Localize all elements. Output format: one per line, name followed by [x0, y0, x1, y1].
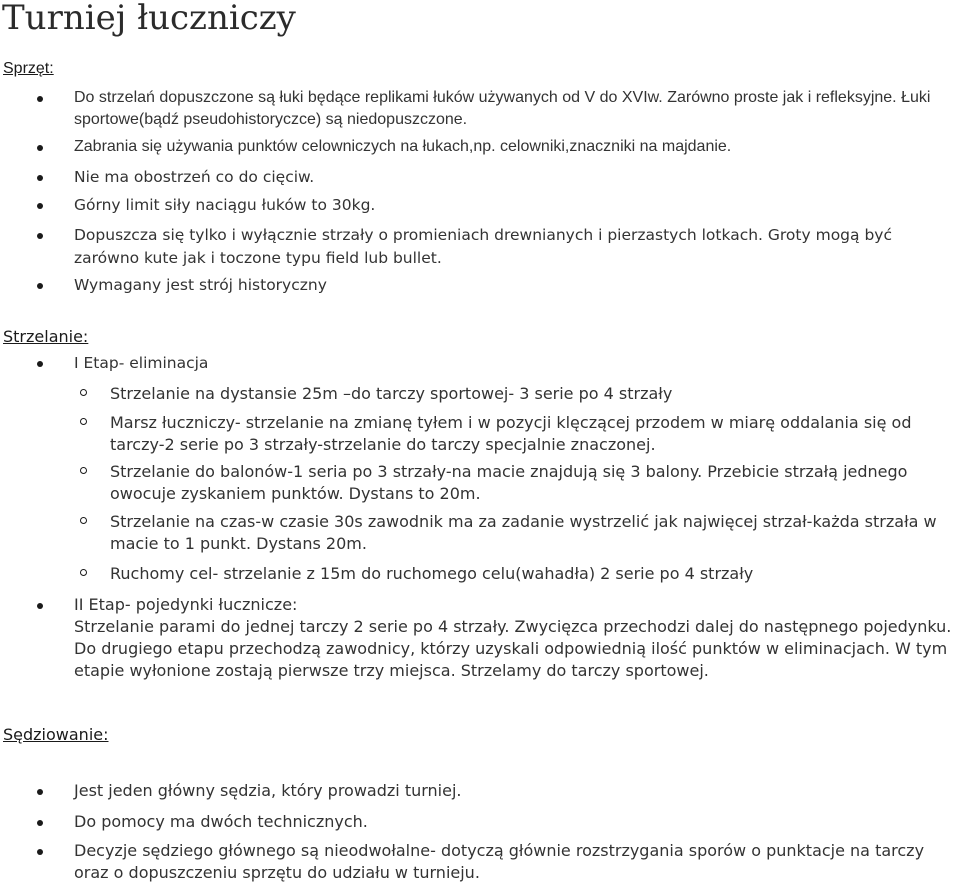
bullet-icon	[37, 175, 43, 181]
list-item-stage-2	[74, 594, 958, 682]
circle-bullet-icon	[80, 517, 87, 524]
list-item	[74, 780, 954, 802]
bullet-icon	[37, 283, 43, 289]
sub-list-item	[110, 412, 955, 456]
section-heading-judging: Sędziowanie:	[3, 725, 109, 744]
list-item-text: Zabrania się używania punktów celowniczych na łukach,np. celowniki,znaczniki na majdanie.	[74, 138, 732, 155]
stage-2-label: II Etap- pojedynki łucznicze:	[74, 595, 298, 614]
circle-bullet-icon	[80, 467, 87, 474]
page-title: Turniej łuczniczy	[2, 0, 296, 38]
list-item-text: Górny limit siły naciągu łuków to 30kg.	[74, 196, 376, 214]
bullet-icon	[37, 603, 43, 609]
section-heading-equipment: Sprzęt:	[3, 60, 54, 77]
list-item	[74, 811, 954, 833]
bullet-icon	[37, 145, 43, 151]
bullet-icon	[37, 96, 43, 102]
list-item	[74, 840, 958, 884]
bullet-icon	[37, 233, 43, 239]
bullet-icon	[37, 789, 43, 795]
sub-list-item-text: Strzelanie na czas-w czasie 30s zawodnik ma za zadanie wystrzelić jak najwięcej strzał-każda strzała w macie to 1 punkt. Dystans 20m.	[110, 512, 937, 553]
list-item	[74, 87, 958, 131]
sub-list-item-text: Strzelanie do balonów-1 seria po 3 strzały-na macie znajdują się 3 balony. Przebicie strzałą jednego owocuje zyskaniem punktów. Dystans to 20m.	[110, 462, 908, 503]
bullet-icon	[37, 361, 43, 367]
sub-list-item-text: Marsz łuczniczy- strzelanie na zmianę tyłem i w pozycji klęczącej przodem w miarę oddalania się od tarczy-2 serie po 3 strzały-strzelanie do tarczy specjalnie znaczonej.	[110, 413, 912, 454]
list-item	[74, 224, 958, 270]
list-item-text: Do strzelań dopuszczone są łuki będące replikami łuków używanych od V do XVIw. Zarówno proste jak i refleksyjne. Łuki sportowe(bądź pseudohistoryczce) są niedopuszczone.	[74, 89, 931, 128]
list-item-text: Jest jeden główny sędzia, który prowadzi turniej.	[74, 781, 462, 800]
sub-list-item	[110, 383, 955, 405]
list-item-text: Do pomocy ma dwóch technicznych.	[74, 812, 368, 831]
circle-bullet-icon	[80, 569, 87, 576]
circle-bullet-icon	[80, 389, 87, 396]
list-item-text: Decyzje sędziego głównego są nieodwołalne- dotyczą głównie rozstrzygania sporów o punktacje na tarczy oraz o dopuszczeniu sprzętu do udziału w turnieju.	[74, 841, 925, 882]
sub-list-item	[110, 511, 955, 555]
bullet-icon	[37, 203, 43, 209]
sub-list-item-text: Ruchomy cel- strzelanie z 15m do ruchomego celu(wahadła) 2 serie po 4 strzały	[110, 564, 754, 583]
list-item-text: Wymagany jest strój historyczny	[74, 276, 327, 294]
list-item	[74, 166, 954, 189]
stage-1-label: I Etap- eliminacja	[74, 354, 209, 372]
bullet-icon	[37, 849, 43, 855]
list-item-text: Nie ma obostrzeń co do cięciw.	[74, 168, 315, 186]
list-item-stage-1	[74, 352, 954, 375]
list-item-text: Dopuszcza się tylko i wyłącznie strzały o promieniach drewnianych i pierzastych lotkach. Groty mogą być zarówno kute jak i toczone typu field lub bullet.	[74, 226, 892, 267]
list-item	[74, 136, 954, 158]
bullet-icon	[37, 820, 43, 826]
circle-bullet-icon	[80, 418, 87, 425]
sub-list-item-text: Strzelanie na dystansie 25m –do tarczy sportowej- 3 serie po 4 strzały	[110, 384, 673, 403]
sub-list-item	[110, 461, 955, 505]
stage-2-text: Strzelanie parami do jednej tarczy 2 serie po 4 strzały. Zwycięzca przechodzi dalej do następnego pojedynku. Do drugiego etapu przechodzą zawodnicy, którzy uzyskali odpowiednią ilość punktów w eliminacjach. W tym etapie wyłonione zostają pierwsze trzy miejsca. Strzelamy do tarczy sportowej.	[74, 617, 952, 680]
list-item	[74, 194, 954, 217]
sub-list-item	[110, 563, 955, 585]
section-heading-shooting: Strzelanie:	[3, 327, 89, 346]
list-item	[74, 274, 954, 297]
